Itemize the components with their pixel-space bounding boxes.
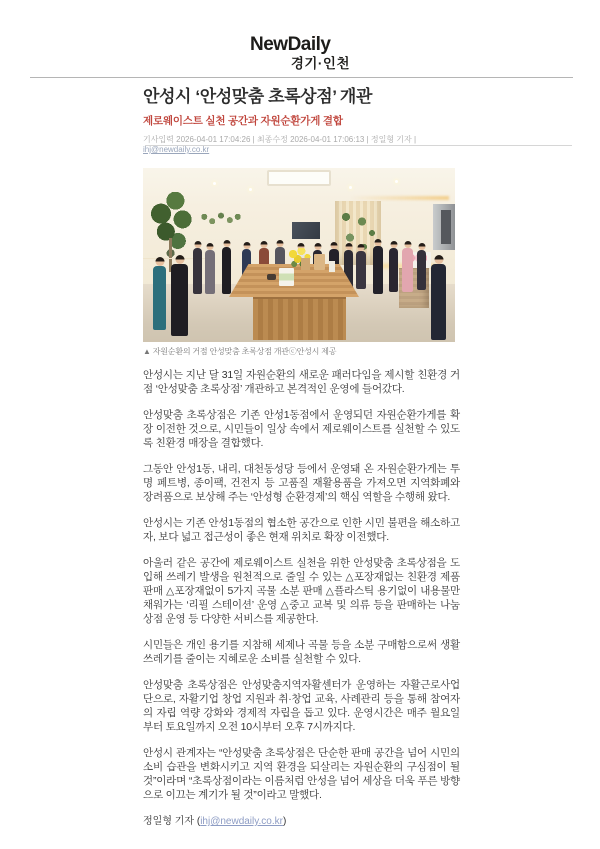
photo-person-pink bbox=[402, 248, 413, 292]
photo-ceiling-light bbox=[267, 170, 331, 186]
reporter-email-link[interactable]: ihj@newdaily.co.kr bbox=[143, 145, 210, 154]
footer-suffix: ) bbox=[282, 816, 287, 827]
photo-product bbox=[267, 274, 276, 280]
article-paragraph: 안성시 관계자는 “안성맞춤 초록상점은 단순한 판매 공간을 넘어 시민의 소비 습관을 변화시키고 지역 환경을 되살리는 자원순환의 구심점이 될 것”이라며 “초록상점이라는 이름처럼 안성을 넘어 세상을 더욱 푸른 방향으로 이끄는 계기가 될 것”이라고 말했다. bbox=[143, 747, 460, 801]
newdaily-logo[interactable] bbox=[250, 35, 350, 55]
article-paragraph: 안성시는 기존 안성1동점의 협소한 공간으로 인한 시민 불편을 해소하고자, 보다 넓고 접근성이 좋은 현재 위치로 확장 이전했다. bbox=[143, 517, 460, 543]
photo-downlight bbox=[395, 180, 398, 183]
photo-person bbox=[193, 248, 202, 294]
article-title: 안성시 ‘안성맞춤 초록상점’ 개관 bbox=[143, 87, 372, 106]
article-paragraph: 그동안 안성1동, 내리, 대천동성당 등에서 운영돼 온 자원순환가게는 투명 페트병, 종이팩, 건전지 등 고품질 재활용품을 가져오면 지역화폐와 장려품으로 보상해 주는 ‘안성형 순환경제’의 핵심 역할을 수행해 왔다. bbox=[143, 463, 460, 503]
photo-person bbox=[431, 264, 446, 340]
photo-rack-cloth bbox=[441, 210, 451, 244]
photo-person bbox=[389, 248, 398, 292]
article-paragraph: 안성맞춤 초록상점은 기존 안성1동점에서 운영되던 자원순환가게를 확장 이전한 것으로, 시민들이 일상 속에서 제로웨이스트를 실천할 수 있도록 친환경 매장을 결합했다. bbox=[143, 409, 460, 449]
photo-person bbox=[171, 264, 188, 336]
article-footer bbox=[143, 815, 460, 828]
article-paragraph: 안성맞춤 초록상점은 안성맞춤지역자활센터가 운영하는 자활근로사업단으로, 자활기업 창업 지원과 취·창업 교육, 사례관리 등을 통해 참여자의 자립 역량 강화와 경제적 자립을 돕고 있다. 운영시간은 매주 월요일부터 토요일까지 오전 10시부터 오후 7시까지다. bbox=[143, 679, 460, 733]
photo-paper-bag bbox=[301, 258, 310, 270]
photo-wall-decor bbox=[199, 208, 243, 230]
photo-table-top bbox=[229, 264, 359, 297]
meta-text: 기사입력 2026-04-01 17:04:26 | 최종수정 2026-04-01 17:06:13 | 정일형 기자 | bbox=[143, 135, 417, 144]
article-photo bbox=[143, 168, 455, 342]
region-label: 경기·인천 bbox=[290, 56, 350, 71]
photo-table-front bbox=[253, 297, 346, 340]
article-paragraph: 아울러 같은 공간에 제로웨이스트 실천을 위한 안성맞춤 초록상점을 도입해 쓰레기 발생을 원천적으로 줄일 수 있는 △포장재없는 친환경 제품 판매 △포장재없이 5가지 곡물 소분 판매 △플라스틱 용기없이 내용물만 채워가는 ‘리필 스테이션’ 운영 △중고 교복 및 의류 등을 판매하는 나눔상점 운영 등 다양한 서비스를 제공한다. bbox=[143, 557, 460, 625]
header-divider bbox=[30, 77, 573, 78]
footer-reporter: 정일형 기자 ( bbox=[143, 816, 201, 827]
photo-person bbox=[373, 246, 383, 294]
logo-wordmark: NewDaily bbox=[250, 34, 331, 55]
photo-tv-screen bbox=[292, 222, 320, 239]
photo-caption: ▲ 자원순환의 거점 안성맞춤 초록상점 개관ⓒ안성시 제공 bbox=[143, 347, 337, 356]
article-meta bbox=[143, 135, 460, 155]
photo-person-teal bbox=[153, 266, 166, 330]
article-paragraph: 시민들은 개인 용기를 지참해 세제나 곡물 등을 소분 구매함으로써 생활 쓰레기를 줄이는 지혜로운 소비를 실천할 수 있다. bbox=[143, 639, 460, 665]
footer-email-link[interactable]: ihj@newdaily.co.kr bbox=[200, 816, 283, 827]
article-paragraph: 안성시는 지난 달 31일 자원순환의 새로운 패러다임을 제시할 친환경 거점 ‘안성맞춤 초록상점’ 개관하고 본격적인 운영에 들어갔다. bbox=[143, 369, 460, 395]
photo-plant bbox=[149, 192, 197, 264]
photo-product-box bbox=[279, 268, 294, 286]
photo-person bbox=[356, 251, 366, 289]
photo-person bbox=[417, 250, 426, 290]
photo-person bbox=[205, 250, 215, 294]
site-header bbox=[250, 35, 350, 71]
photo-person bbox=[222, 247, 231, 294]
photo-downlight bbox=[349, 186, 352, 189]
article-figure bbox=[143, 168, 460, 357]
photo-downlight bbox=[249, 188, 252, 191]
photo-bottle bbox=[329, 261, 335, 272]
article bbox=[143, 86, 460, 828]
article-subtitle: 제로웨이스트 실천 공간과 자원순환가게 결합 bbox=[143, 115, 343, 127]
photo-paper-bag bbox=[314, 254, 325, 270]
photo-cove-light bbox=[349, 196, 449, 200]
photo-downlight bbox=[213, 182, 216, 185]
article-body bbox=[143, 368, 460, 802]
